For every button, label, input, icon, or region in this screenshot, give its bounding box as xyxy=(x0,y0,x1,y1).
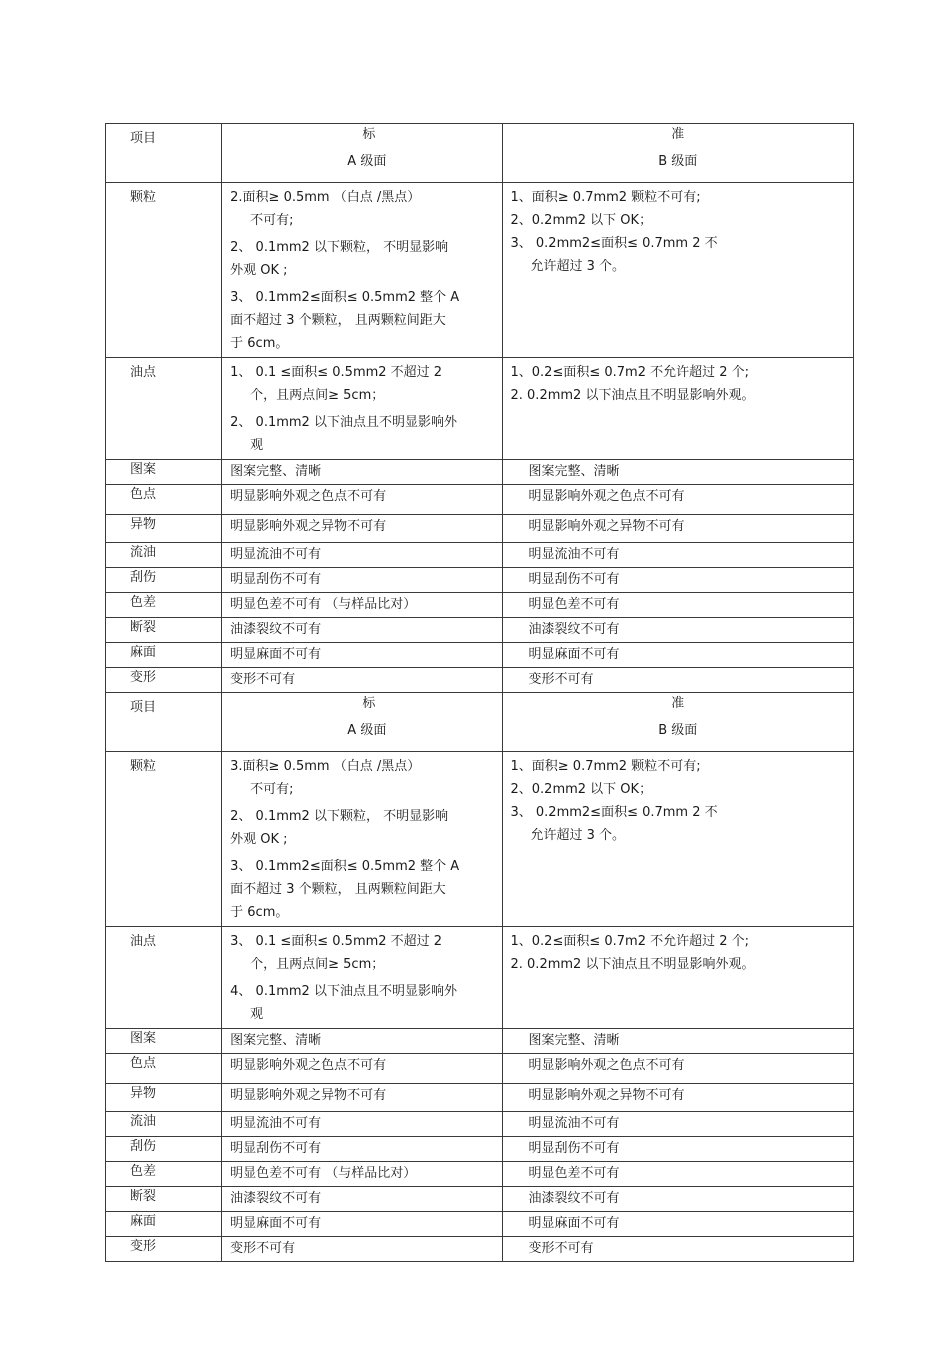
oil-a-cell xyxy=(222,927,502,1029)
text-line: 1、0.2≤面积≤ 0.7m2 不允许超过 2 个; xyxy=(510,934,750,949)
table-row xyxy=(106,1187,854,1212)
b-value: 油漆裂纹不可有 xyxy=(502,618,854,643)
text-line: 外观 OK ; xyxy=(230,263,288,278)
item-label: 变形 xyxy=(106,668,222,693)
oil-b-cell xyxy=(502,358,854,460)
table-row xyxy=(106,643,854,668)
text-line: 个，且两点间≥ 5cm； xyxy=(250,957,385,972)
table-row xyxy=(106,1112,854,1137)
oil-row xyxy=(106,927,854,1029)
b-value: 明显流油不可有 xyxy=(502,1112,854,1137)
particles-row xyxy=(106,183,854,358)
item-label: 流油 xyxy=(106,543,222,568)
text-line: 3、 0.1mm2≤面积≤ 0.5mm2 整个 A xyxy=(230,859,460,874)
header-biao: 标 xyxy=(362,127,376,142)
header-b-cell xyxy=(502,693,854,752)
text-line: 观 xyxy=(250,1007,264,1022)
a-value: 明显麻面不可有 xyxy=(222,1212,502,1237)
item-label: 流油 xyxy=(106,1112,222,1137)
oil-label: 油点 xyxy=(106,358,222,460)
a-value: 图案完整、清晰 xyxy=(222,1029,502,1054)
item-label: 色点 xyxy=(106,1054,222,1084)
oil-row xyxy=(106,358,854,460)
a-value: 明显影响外观之异物不可有 xyxy=(222,515,502,543)
a-value: 明显色差不可有 （与样品比对） xyxy=(222,593,502,618)
particles-label: 颗粒 xyxy=(106,183,222,358)
text-line: 允许超过 3 个。 xyxy=(530,828,626,843)
a-value: 明显刮伤不可有 xyxy=(222,1137,502,1162)
item-label: 异物 xyxy=(106,515,222,543)
table-row xyxy=(106,485,854,515)
text-line: 1、面积≥ 0.7mm2 颗粒不可有; xyxy=(510,190,701,205)
table-row xyxy=(106,1237,854,1262)
header-zhun: 准 xyxy=(671,127,685,142)
b-value: 明显影响外观之异物不可有 xyxy=(502,1084,854,1112)
item-label: 变形 xyxy=(106,1237,222,1262)
item-label: 麻面 xyxy=(106,643,222,668)
text-line: 于 6cm。 xyxy=(230,336,289,351)
table-row xyxy=(106,543,854,568)
item-label: 断裂 xyxy=(106,618,222,643)
item-label: 刮伤 xyxy=(106,1137,222,1162)
b-value: 明显色差不可有 xyxy=(502,1162,854,1187)
particles-row xyxy=(106,752,854,927)
text-line: 1、0.2≤面积≤ 0.7m2 不允许超过 2 个; xyxy=(510,365,750,380)
header-a-cell xyxy=(222,124,502,183)
b-value: 图案完整、清晰 xyxy=(502,1029,854,1054)
particles-label: 颗粒 xyxy=(106,752,222,927)
b-value: 明显刮伤不可有 xyxy=(502,1137,854,1162)
header-b-cell xyxy=(502,124,854,183)
item-label: 色点 xyxy=(106,485,222,515)
text-line: 不可有; xyxy=(250,782,294,797)
item-label: 色差 xyxy=(106,593,222,618)
table-row xyxy=(106,1029,854,1054)
header-row xyxy=(106,693,854,752)
table-row xyxy=(106,568,854,593)
a-value: 明显流油不可有 xyxy=(222,543,502,568)
table-row xyxy=(106,515,854,543)
b-value: 明显影响外观之色点不可有 xyxy=(502,485,854,515)
a-value: 明显麻面不可有 xyxy=(222,643,502,668)
table-row xyxy=(106,1084,854,1112)
a-value: 变形不可有 xyxy=(222,668,502,693)
a-value: 明显影响外观之色点不可有 xyxy=(222,1054,502,1084)
header-a-face: A 级面 xyxy=(347,154,387,169)
b-value: 明显流油不可有 xyxy=(502,543,854,568)
header-b-face: B 级面 xyxy=(658,723,698,738)
text-line: 于 6cm。 xyxy=(230,905,289,920)
table-row xyxy=(106,1212,854,1237)
b-value: 明显影响外观之异物不可有 xyxy=(502,515,854,543)
b-value: 图案完整、清晰 xyxy=(502,460,854,485)
text-line: 2、 0.1mm2 以下颗粒， 不明显影响 xyxy=(230,809,449,824)
b-value: 明显刮伤不可有 xyxy=(502,568,854,593)
item-label: 色差 xyxy=(106,1162,222,1187)
particles-b-cell xyxy=(502,183,854,358)
quality-standard-table xyxy=(105,123,854,1262)
a-value: 明显刮伤不可有 xyxy=(222,568,502,593)
oil-a-cell xyxy=(222,358,502,460)
header-a-face: A 级面 xyxy=(347,723,387,738)
text-line: 允许超过 3 个。 xyxy=(530,259,626,274)
a-value: 油漆裂纹不可有 xyxy=(222,618,502,643)
table-row xyxy=(106,593,854,618)
particles-a-cell xyxy=(222,752,502,927)
item-label: 异物 xyxy=(106,1084,222,1112)
b-value: 明显麻面不可有 xyxy=(502,643,854,668)
b-value: 明显色差不可有 xyxy=(502,593,854,618)
b-value: 变形不可有 xyxy=(502,668,854,693)
b-value: 油漆裂纹不可有 xyxy=(502,1187,854,1212)
a-value: 变形不可有 xyxy=(222,1237,502,1262)
text-line: 3.面积≥ 0.5mm （白点 /黑点） xyxy=(230,759,421,774)
text-line: 不可有; xyxy=(250,213,294,228)
text-line: 3、 0.2mm2≤面积≤ 0.7mm 2 不 xyxy=(510,236,718,251)
text-line: 2、 0.1mm2 以下油点且不明显影响外 xyxy=(230,415,457,430)
table-row xyxy=(106,1054,854,1084)
item-label: 麻面 xyxy=(106,1212,222,1237)
text-line: 3、 0.1 ≤面积≤ 0.5mm2 不超过 2 xyxy=(230,934,443,949)
item-label: 断裂 xyxy=(106,1187,222,1212)
header-item-cell: 项目 xyxy=(106,124,222,183)
item-label: 刮伤 xyxy=(106,568,222,593)
a-value: 图案完整、清晰 xyxy=(222,460,502,485)
item-label: 图案 xyxy=(106,1029,222,1054)
table-row xyxy=(106,1162,854,1187)
oil-b-cell xyxy=(502,927,854,1029)
text-line: 3、 0.1mm2≤面积≤ 0.5mm2 整个 A xyxy=(230,290,460,305)
text-line: 1、 0.1 ≤面积≤ 0.5mm2 不超过 2 xyxy=(230,365,443,380)
particles-a-cell xyxy=(222,183,502,358)
b-value: 明显影响外观之色点不可有 xyxy=(502,1054,854,1084)
text-line: 2、0.2mm2 以下 OK； xyxy=(510,782,653,797)
header-row xyxy=(106,124,854,183)
text-line: 2.面积≥ 0.5mm （白点 /黑点） xyxy=(230,190,421,205)
a-value: 油漆裂纹不可有 xyxy=(222,1187,502,1212)
oil-label: 油点 xyxy=(106,927,222,1029)
text-line: 面不超过 3 个颗粒， 且两颗粒间距大 xyxy=(230,313,446,328)
a-value: 明显流油不可有 xyxy=(222,1112,502,1137)
table-row xyxy=(106,1137,854,1162)
table-row xyxy=(106,460,854,485)
header-zhun: 准 xyxy=(671,696,685,711)
header-item-cell: 项目 xyxy=(106,693,222,752)
text-line: 2. 0.2mm2 以下油点且不明显影响外观。 xyxy=(510,388,755,403)
text-line: 1、面积≥ 0.7mm2 颗粒不可有; xyxy=(510,759,701,774)
item-label: 图案 xyxy=(106,460,222,485)
b-value: 变形不可有 xyxy=(502,1237,854,1262)
a-value: 明显影响外观之色点不可有 xyxy=(222,485,502,515)
text-line: 4、 0.1mm2 以下油点且不明显影响外 xyxy=(230,984,457,999)
text-line: 2、0.2mm2 以下 OK； xyxy=(510,213,653,228)
text-line: 3、 0.2mm2≤面积≤ 0.7mm 2 不 xyxy=(510,805,718,820)
a-value: 明显色差不可有 （与样品比对） xyxy=(222,1162,502,1187)
a-value: 明显影响外观之异物不可有 xyxy=(222,1084,502,1112)
text-line: 观 xyxy=(250,438,264,453)
table-row xyxy=(106,668,854,693)
text-line: 2. 0.2mm2 以下油点且不明显影响外观。 xyxy=(510,957,755,972)
header-a-cell xyxy=(222,693,502,752)
text-line: 外观 OK ; xyxy=(230,832,288,847)
particles-b-cell xyxy=(502,752,854,927)
text-line: 2、 0.1mm2 以下颗粒， 不明显影响 xyxy=(230,240,449,255)
header-b-face: B 级面 xyxy=(658,154,698,169)
table-row xyxy=(106,618,854,643)
b-value: 明显麻面不可有 xyxy=(502,1212,854,1237)
text-line: 面不超过 3 个颗粒， 且两颗粒间距大 xyxy=(230,882,446,897)
text-line: 个，且两点间≥ 5cm； xyxy=(250,388,385,403)
header-biao: 标 xyxy=(362,696,376,711)
